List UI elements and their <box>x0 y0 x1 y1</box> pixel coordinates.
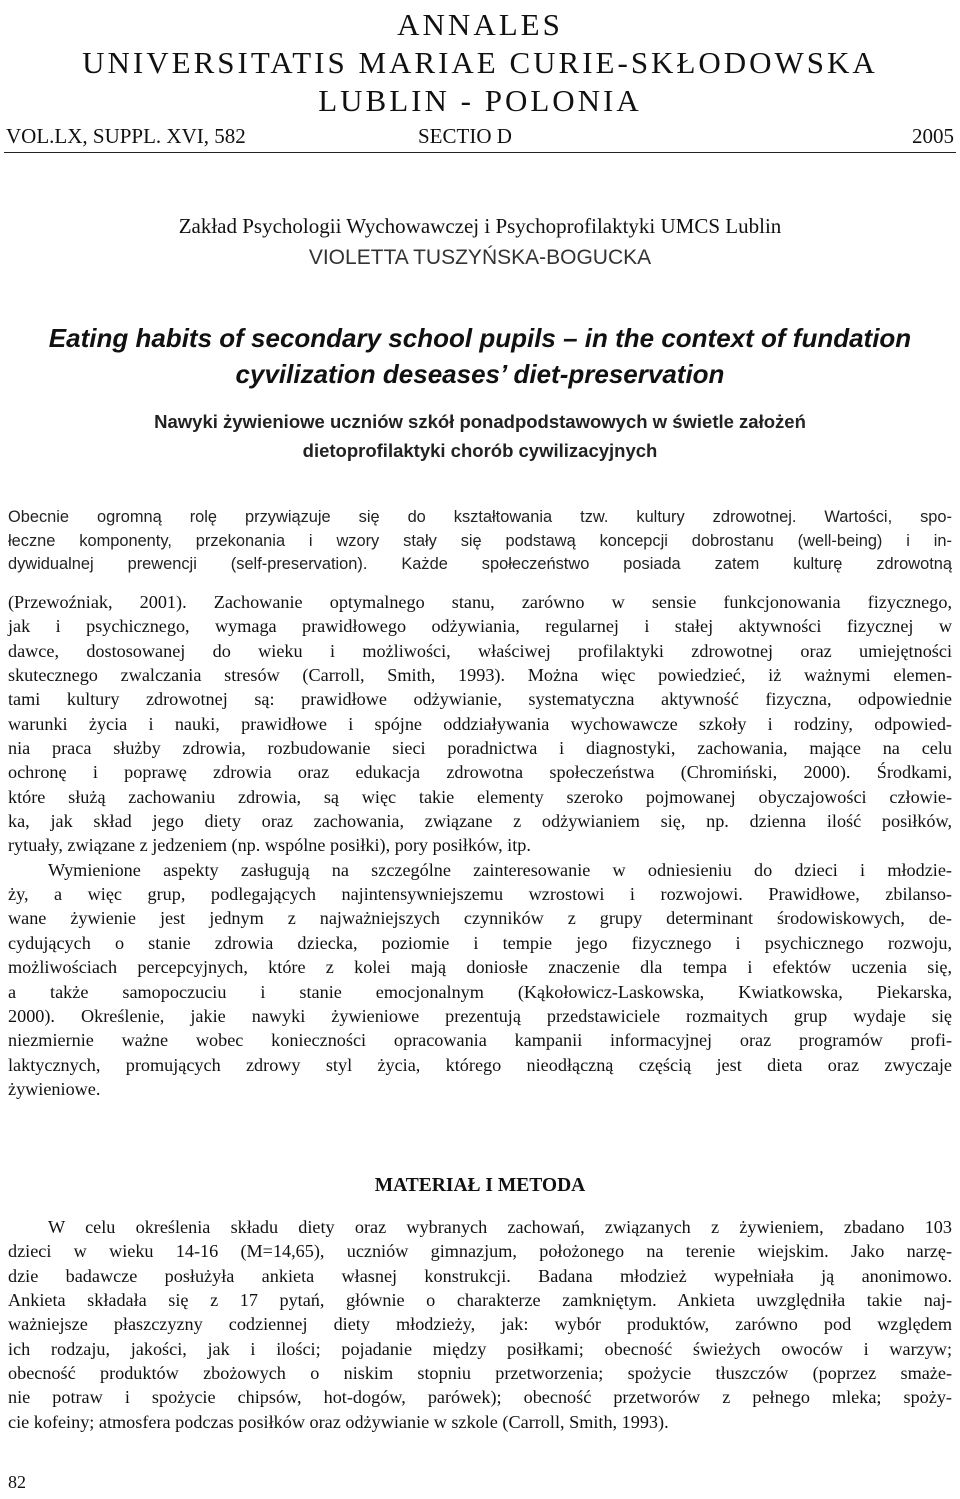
text-line: ochronę i poprawę zdrowia oraz edukacja zdrowotna społeczeństwa (Chromiński, 2000). Środkami, <box>8 762 952 783</box>
text-line: Obecnie ogromną rolę przywiązuje się do kształtowania tzw. kultury zdrowotnej. Wartości, spo- <box>8 508 952 526</box>
text-line: które służą zachowaniu zdrowia, są więc takie elementy szeroko pojmowanej obyczajowości człowie- <box>8 786 952 807</box>
title-polish-line: dietoprofilaktyki chorób cywilizacyjnych <box>302 440 658 461</box>
volume-row <box>6 122 954 152</box>
journal-name-university: UNIVERSITATIS MARIAE CURIE-SKŁODOWSKA <box>82 45 878 80</box>
text-line: możliwościach percepcyjnych, które z kolei mają doniosłe znaczenie dla tempa i efektów uczenia się, <box>8 957 952 978</box>
text-line: ży, a więc grup, podlegających najintensywniejszemu wzrostowi i rozwojowi. Prawidłowe, zbilanso- <box>8 884 952 905</box>
text-line: niezmiernie ważne wobec konieczności opracowania kampanii informacyjnej oraz programów profi- <box>8 1030 952 1051</box>
text-line: jak i psychicznego, wymaga prawidłowego odżywiania, regularnej i stałej aktywności fizycznej w <box>8 616 952 637</box>
text-line: cydujących o stanie zdrowia dziecka, poziomie i tempie jego fizycznego i psychicznego rozwoju, <box>8 932 952 953</box>
text-line: skutecznego zwalczania stresów (Carroll, Smith, 1993). Można więc powiedzieć, iż ważnymi elemen- <box>8 665 952 686</box>
text-line: (Przewoźniak, 2001). Zachowanie optymalnego stanu, zarówno w sensie funkcjonowania fizycznego, <box>8 592 952 612</box>
text-line: laktycznych, promujących zdrowy styl życia, którego nieodłączną częścią jest dieta oraz zwyczaje <box>8 1054 952 1075</box>
text-line: żywieniowe. <box>8 1078 101 1099</box>
text-line: nia praca służby zdrowia, rozbudowanie sieci poradnictwa i diagnostyki, zachowania, mające na celu <box>8 738 952 759</box>
text-line: ich rodzaju, jakości, jak i ilości; pojadanie między posiłkami; obecność świeżych owoców i warzyw; <box>8 1338 952 1359</box>
department: Zakład Psychologii Wychowawczej i Psychoprofilaktyki UMCS Lublin <box>178 214 782 238</box>
journal-name-annales: ANNALES <box>397 7 563 42</box>
header-rule <box>4 152 956 153</box>
lead-paragraph <box>8 506 952 577</box>
text-line: dzieci w wieku 14-16 (M=14,65), uczniów gimnazjum, położonego na terenie wiejskim. Jako narzę- <box>8 1241 952 1262</box>
text-line: Wymienione aspekty zasługują na szczególne zainteresowanie w odniesieniu do dzieci i młodzie- <box>48 859 952 880</box>
text-line: Ankieta składała się z 17 pytań, głównie o charakterze zamkniętym. Ankieta uwzględniła takie naj- <box>8 1290 952 1311</box>
section-heading: MATERIAŁ I METODA <box>374 1175 586 1196</box>
text-line: a także samopoczuciu i stanie emocjonalnym (Kąkołowicz-Laskowska, Kwiatkowska, Piekarska, <box>8 981 952 1002</box>
title-polish-line: Nawyki żywieniowe uczniów szkół ponadpodstawowych w świetle założeń <box>154 411 806 432</box>
text-line: W celu określenia składu diety oraz wybranych zachowań, związanych z żywieniem, zbadano 103 <box>48 1217 952 1237</box>
text-line: dawce, dostosowanej do wieku i możliwości, właściwej profilaktyki zdrowotnej oraz umiejętności <box>8 640 952 661</box>
text-line: dzie badawcze posłużyła ankieta własnej konstrukcji. Badana młodzież wypełniała ją anonimowo. <box>8 1265 952 1286</box>
year-info: 2005 <box>912 124 954 148</box>
author-name: VIOLETTA TUSZYŃSKA-BOGUCKA <box>308 246 652 269</box>
title-english-line: cyvilization deseases’ diet-preservation <box>235 359 725 389</box>
text-line: tami kultury zdrowotnej są: prawidłowe odżywianie, systematyczna aktywność fizyczna, odpowiednie <box>8 689 952 710</box>
text-line: ka, jak skład jego diety oraz zachowania, związane z odżywianiem się, np. dzienna ilość posiłków, <box>8 811 952 832</box>
title-polish <box>0 407 960 465</box>
text-line: nie potraw i spożycie chipsów, hot-dogów, parówek); obecność przetworów z pełnego mleka; spoży- <box>8 1387 952 1408</box>
text-line: 2000). Określenie, jakie nawyki żywieniowe prezentują przedstawiciele rozmaitych grup wydaje się <box>8 1005 952 1026</box>
text-line: obecność produktów zbożowych o niskim stopniu przetworzenia; spożycie tłuszczów (poprzez smaże- <box>8 1363 952 1384</box>
text-line: ważniejsze płaszczyzny codziennej diety młodzieży, jak: wybór produktów, zarówno pod względem <box>8 1314 952 1335</box>
text-line: dywidualnej prewencji (self-preservation). Każde społeczeństwo posiada zatem kulturę zdrowotną <box>8 555 952 573</box>
title-english <box>0 320 960 392</box>
text-line: cie kofeiny; atmosfera podczas posiłków oraz odżywianie w szkole (Carroll, Smith, 1993). <box>8 1411 669 1432</box>
text-line: rytuały, związane z jedzeniem (np. wspólne posiłki), pory posiłków, itp. <box>8 835 531 856</box>
body-section-intro <box>8 590 952 1101</box>
volume-info: VOL.LX, SUPPL. XVI, 582 <box>6 124 246 148</box>
text-line: wane żywienie jest jednym z najważniejszych czynników z grupy determinant środowiskowych, de- <box>8 908 952 929</box>
text-line: łeczne komponenty, przekonania i wzory stały się podstawą koncepcji dobrostanu (well-being) i in- <box>8 531 952 550</box>
journal-header <box>0 6 960 120</box>
title-english-line: Eating habits of secondary school pupils – in the context of fundation <box>48 323 912 353</box>
body-section-method <box>8 1215 952 1434</box>
text-line: warunki życia i nauki, prawidłowe i spójne oddziaływania wychowawcze szkoły i rodziny, odpowied- <box>8 713 952 734</box>
page-number: 82 <box>8 1472 26 1492</box>
section-info: SECTIO D <box>418 124 512 148</box>
journal-city: LUBLIN - POLONIA <box>318 83 642 118</box>
